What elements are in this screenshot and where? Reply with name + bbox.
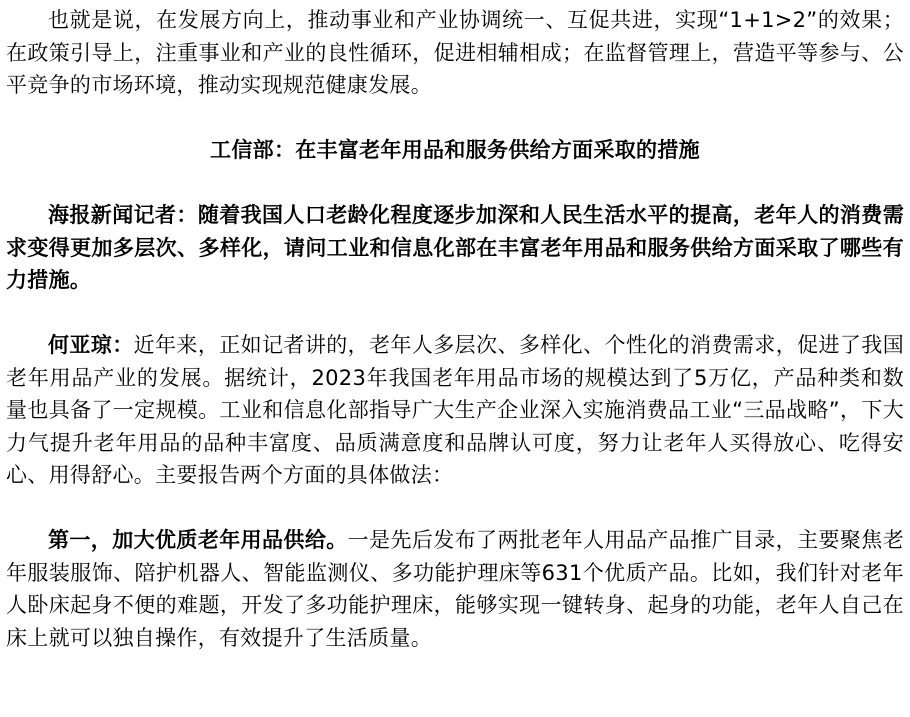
paragraph-gap [6,102,904,135]
answer-text: 近年来，正如记者讲的，老年人多层次、多样化、个性化的消费需求，促进了我国老年用品产业的发展。据统计，2023年我国老年用品市场的规模达到了5万亿，产品种类和数量也具备了一定规模。工业和信息化部指导广大生产企业深入实施消费品工业“三品战略”，下大力气提升老年用品的品种丰富度、品质满意度和品牌认可度，努力让老年人买得放心、吃得安心、用得舒心。主要报告两个方面的具体做法： [6,333,905,487]
paragraph-gap [6,492,904,525]
paragraph-gap [6,167,904,200]
paragraph-gap [6,297,904,330]
reporter-question: 海报新闻记者：随着我国人口老龄化程度逐步加深和人民生活水平的提高，老年人的消费需求变得更加多层次、多样化，请问工业和信息化部在丰富老年用品和服务供给方面采取了哪些有力措施。 [6,203,904,292]
intro-paragraph: 也就是说，在发展方向上，推动事业和产业协调统一、互促共进，实现“1+1>2”的效果；在政策引导上，注重事业和产业的良性循环，促进相辅相成；在监督管理上，营造平等参与、公平竞争的市场环境，推动实现规范健康发展。 [6,8,904,97]
answer-paragraph [6,329,904,492]
point-one-heading: 第一，加大优质老年用品供给。 [48,528,348,552]
answer-speaker: 何亚琼： [48,333,134,357]
document-body [6,4,904,654]
point-one-paragraph [6,524,904,654]
section-heading: 工信部：在丰富老年用品和服务供给方面采取的措施 [210,138,700,162]
point-one-text: 一是先后发布了两批老年人用品产品推广目录，主要聚焦老年服装服饰、陪护机器人、智能监测仪、多功能护理床等631个优质产品。比如，我们针对老年人卧床起身不便的难题，开发了多功能护理床，能够实现一键转身、起身的功能，老年人自己在床上就可以独自操作，有效提升了生活质量。 [6,528,904,650]
